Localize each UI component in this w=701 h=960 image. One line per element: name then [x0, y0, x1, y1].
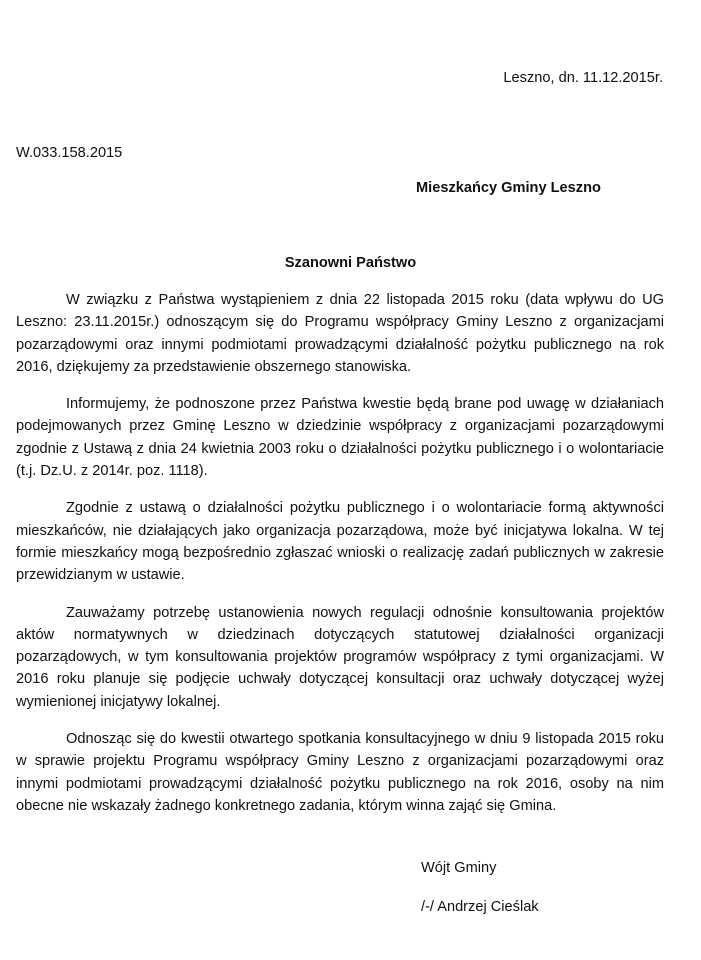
paragraph-4: Zauważamy potrzebę ustanowienia nowych regulacji odnośnie konsultowania projektów aktów normatywnych w dziedzinach dotyczących statutowej działalności organizacji pozarządowych, w tym konsultowania projektów programów współpracy z tymi organizacjami. W 2016 roku planuje się podjęcie uchwały dotyczącej konsultacji oraz uchwały dotyczącej wyżej wymienionej inicjatywy lokalnej.	[16, 604, 664, 710]
paragraph-3: Zgodnie z ustawą o działalności pożytku publicznego i o wolontariacie formą aktywności mieszkańców, nie działających jako organizacja pozarządowa, może być inicjatywa lokalna. W tej formie mieszkańcy mogą bezpośrednio zgłaszać wnioski o realizację zadań publicznych w zakresie przewidzianym w ustawie.	[16, 500, 664, 584]
paragraph-2: Informujemy, że podnoszone przez Państwa kwestie będą brane pod uwagę w działaniach podejmowanych przez Gminę Leszno w dziedzinie współpracy z organizacjami pozarządowymi zgodnie z Ustawą z dnia 24 kwietnia 2003 roku o działalności pożytku publicznego i o wolontariacie (t.j. Dz.U. z 2014r. poz. 1118).	[16, 396, 664, 480]
addressee: Mieszkańcy Gminy Leszno	[416, 180, 601, 196]
signature-title: Wójt Gminy	[421, 860, 497, 876]
letter-body	[16, 289, 664, 832]
paragraph-1: W związku z Państwa wystąpieniem z dnia 22 listopada 2015 roku (data wpływu do UG Leszno: 23.11.2015r.) odnoszącym się do Programu współpracy Gminy Leszno z organizacjami pozarządowymi oraz innymi podmiotami prowadzącymi działalność pożytku publicznego na rok 2016, dziękujemy za przedstawienie obszernego stanowiska.	[16, 292, 664, 375]
reference-number: W.033.158.2015	[16, 145, 123, 161]
place-and-date: Leszno, dn. 11.12.2015r.	[503, 70, 663, 86]
salutation: Szanowni Państwo	[284, 255, 417, 271]
paragraph-5: Odnosząc się do kwestii otwartego spotkania konsultacyjnego w dniu 9 listopada 2015 roku w sprawie projektu Programu współpracy Gminy Leszno z organizacjami pozarządowymi oraz innymi podmiotami prowadzącymi działalność pożytku publicznego na rok 2016, osoby na nim obecne nie wskazały żadnego konkretnego zadania, którym winna zająć się Gmina.	[16, 731, 664, 814]
signature-name: /-/ Andrzej Cieślak	[421, 899, 539, 915]
